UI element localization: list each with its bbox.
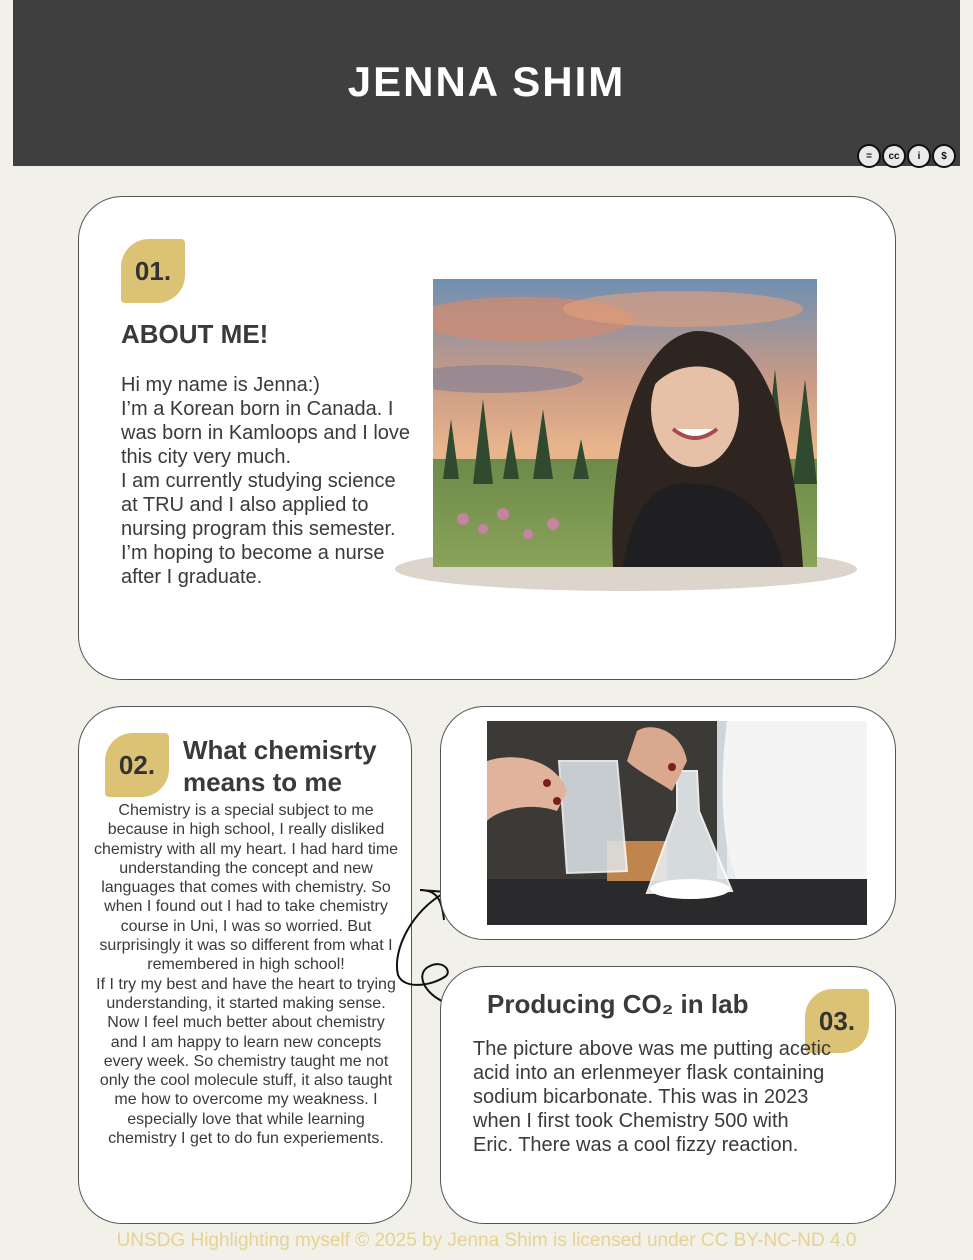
section-number-badge: 01. bbox=[121, 239, 185, 303]
producing-co2-text: The picture above was me putting acetic acid into an erlenmeyer flask containing sodium bicarbonate. This was in 2023 when I first took Chemistry 500 with Eric. There was a cool fizzy reaction. bbox=[473, 1038, 831, 1156]
about-me-card bbox=[78, 196, 896, 680]
chemistry-text: Chemistry is a special subject to me because in high school, I really disliked chemistry with all my heart. I had hard time understanding the concept and new languages that comes with chemistry. So when I found out I had to take chemistry course in Uni, I was so worried. But surprisingly it was so different from what I remembered in high school! If I try my best and have the heart to trying understanding, it started making sense. Now I feel much better about chemistry and I am happy to learn new concepts every week. So chemistry taught me not only the cool molecule stuff, it also taught me how to overcome my weakness. I especially love that while learning chemistry I get to do fun experiements. bbox=[93, 802, 399, 1148]
producing-co2-heading: Producing CO₂ in lab bbox=[487, 989, 749, 1019]
producing-co2-card bbox=[440, 966, 896, 1224]
chemistry-heading-line1: What chemisrty bbox=[183, 735, 377, 765]
by-icon: i bbox=[907, 144, 931, 168]
section-number-badge: 02. bbox=[105, 733, 169, 797]
about-me-heading: ABOUT ME! bbox=[121, 319, 269, 349]
lab-photo bbox=[487, 721, 867, 925]
nc-icon: $ bbox=[932, 144, 956, 168]
cc-icon: cc bbox=[882, 144, 906, 168]
header-banner bbox=[13, 0, 960, 166]
section-number-badge: 03. bbox=[805, 989, 869, 1053]
page-title: JENNA SHIM bbox=[347, 58, 626, 105]
chemistry-heading-line2: means to me bbox=[183, 767, 342, 797]
nd-icon: = bbox=[857, 144, 881, 168]
chemistry-meaning-card bbox=[78, 706, 412, 1224]
license-footer: UNSDG Highlighting myself © 2025 by Jenna Shim is licensed under CC BY-NC-ND 4.0 bbox=[116, 1230, 857, 1251]
license-badges bbox=[857, 144, 956, 168]
profile-photo bbox=[433, 279, 817, 567]
about-me-text: Hi my name is Jenna:) I’m a Korean born in Canada. I was born in Kamloops and I love this city very much. I am currently studying science at TRU and I also applied to nursing program this semester. I’m hoping to become a nurse after I graduate. bbox=[121, 374, 411, 588]
lab-photo-card bbox=[440, 706, 896, 940]
